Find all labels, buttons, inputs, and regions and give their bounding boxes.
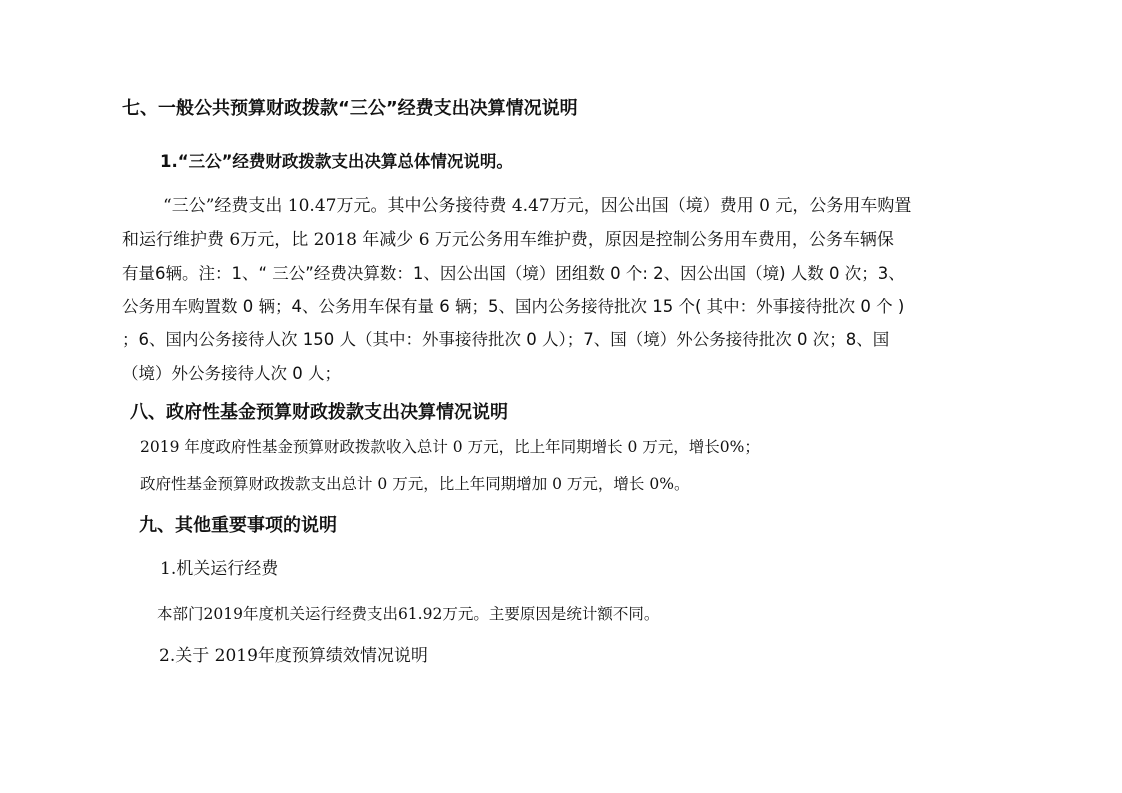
section-8-paragraph-2: 政府性基金预算财政拨款支出总计 0 万元，比上年同期增加 0 万元，增长 0%。 bbox=[140, 475, 690, 493]
section-8-heading: 八、政府性基金预算财政拨款支出决算情况说明 bbox=[130, 402, 508, 423]
section-7-heading: 七、一般公共预算财政拨款“三公”经费支出决算情况说明 bbox=[122, 98, 578, 119]
section-9-subheading-1: 1.机关运行经费 bbox=[160, 559, 279, 579]
section-9-subheading-2: 2.关于 2019年度预算绩效情况说明 bbox=[159, 646, 428, 666]
section-9-paragraph-1: 本部门2019年度机关运行经费支出61.92万元。主要原因是统计额不同。 bbox=[157, 605, 660, 623]
section-7-paragraph-line-1: “三公”经费支出 10.47万元。其中公务接待费 4.47万元，因公出国（境）费用 0 元，公务用车购置 bbox=[163, 196, 912, 216]
section-7-subheading: 1.“三公”经费财政拨款支出决算总体情况说明。 bbox=[160, 152, 513, 171]
section-7-paragraph-line-2: 和运行维护费 6万元，比 2018 年减少 6 万元公务用车维护费，原因是控制公务用车费用，公务车辆保 bbox=[122, 230, 894, 250]
section-7-paragraph-line-3: 有量6辆。注：1、“ 三公”经费决算数：1、因公出国（境）团组数 0 个: 2、因公出国（境) 人数 0 次；3、 bbox=[122, 264, 905, 283]
section-9-heading: 九、其他重要事项的说明 bbox=[139, 515, 337, 536]
section-7-paragraph-line-5: ；6、国内公务接待人次 150 人（其中：外事接待批次 0 人）；7、国（境）外公务接待批次 0 次；8、国 bbox=[122, 330, 890, 349]
section-7-paragraph-line-6: （境）外公务接待人次 0 人； bbox=[122, 364, 341, 383]
section-7-paragraph-line-4: 公务用车购置数 0 辆；4、公务用车保有量 6 辆；5、国内公务接待批次 15 个( 其中：外事接待批次 0 个 ) bbox=[122, 297, 905, 316]
section-8-paragraph-1: 2019 年度政府性基金预算财政拨款收入总计 0 万元，比上年同期增长 0 万元，增长0%； bbox=[140, 438, 760, 456]
